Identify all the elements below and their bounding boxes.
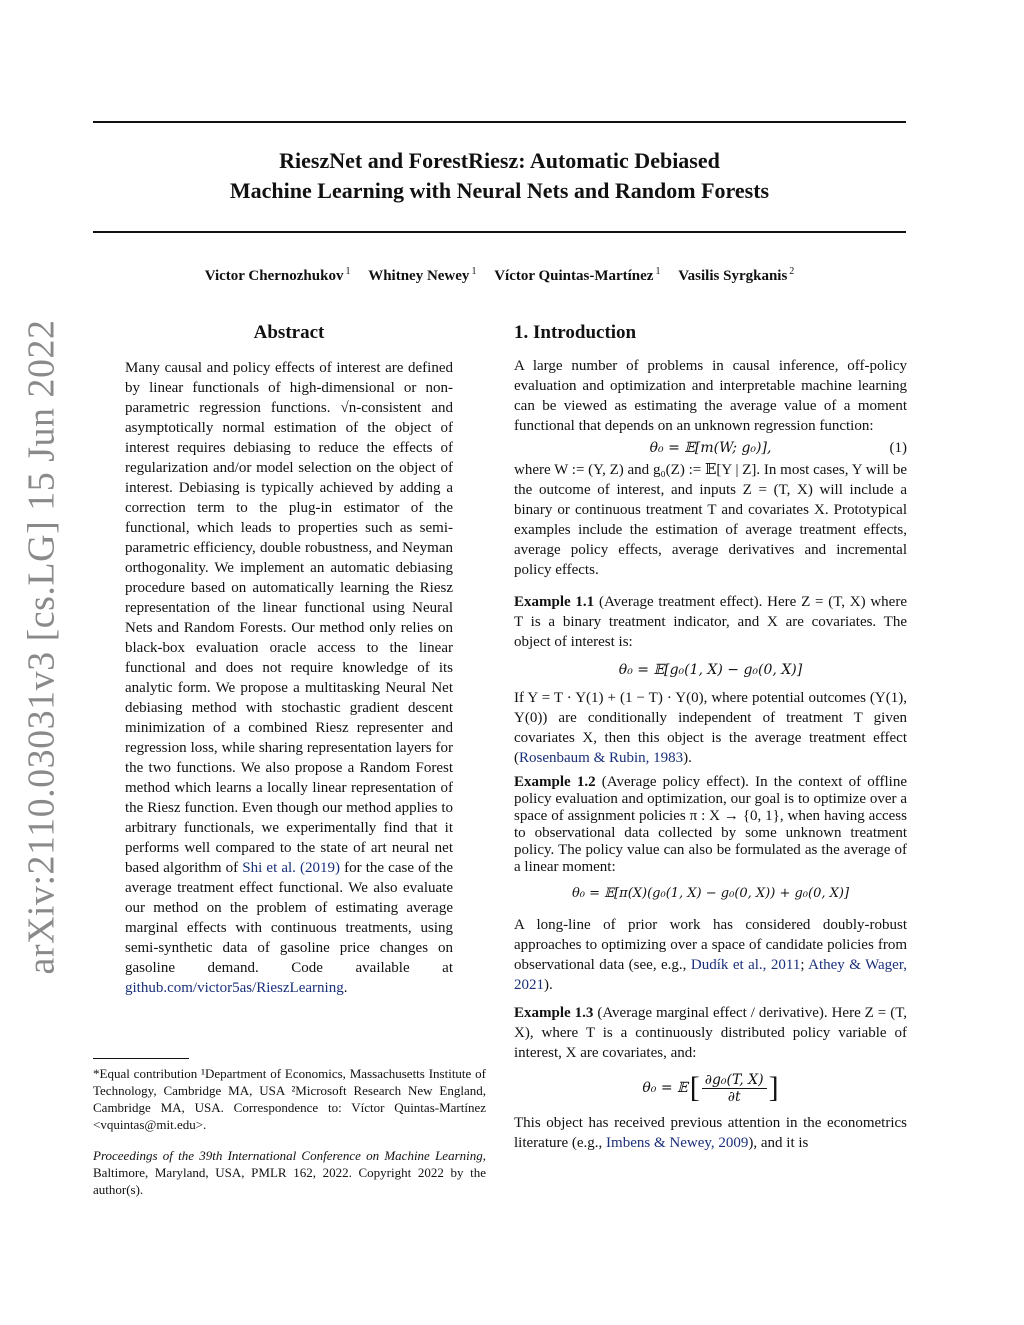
cite-dudik[interactable]: Dudík et al., 2011 <box>690 957 801 973</box>
cite-imbens[interactable]: Imbens & Newey, 2009 <box>606 1135 749 1151</box>
intro-paragraph-4: A long-line of prior work has considered doubly-robust approaches to optimizing over a space of candidate policies from observational data (see, e.g., Dudík et al., 2011; Athey & Wager, 2021). <box>514 917 907 993</box>
footnote-rule <box>93 1058 189 1059</box>
cite-shi-year[interactable]: (2019) <box>300 860 341 876</box>
right-column <box>514 320 907 1153</box>
author-2: Whitney Newey $^1$ <box>368 266 477 284</box>
author-4: Vasilis Syrgkanis $^2$ <box>678 266 795 284</box>
paper-title <box>93 146 906 206</box>
example-1-2: Example 1.2 (Average policy effect). In the context of offline policy evaluation and optimization, our goal is to optimize over a space of assignment policies π : X → {0, 1}, when having access to observational data collected by some unknown treatment policy. The policy value can also be formulated as the average of a linear moment: <box>514 774 908 875</box>
code-link[interactable]: github.com/victor5as/RieszLearning <box>125 980 344 996</box>
intro-paragraph-1: A large number of problems in causal inference, off-policy evaluation and optimization and interpretable machine learning can be viewed as estimating the average value of a moment functional that depends on an unknown regression function: <box>514 358 907 434</box>
arxiv-stamp-text: arXiv:2110.03031v3 [cs.LG] 15 Jun 2022 <box>21 319 64 975</box>
equation-3: θ₀ = 𝔼[π(X)(g₀(1, X) − g₀(0, X)) + g₀(0, X)] <box>571 886 850 901</box>
footnotes <box>93 1058 486 1198</box>
proceedings-note: Proceedings of the 39th International Conference on Machine Learning, Baltimore, Maryland, USA, PMLR 162, 2022. Copyright 2022 by the author(s). <box>93 1148 486 1197</box>
equation-1: θ₀ = 𝔼[m(W; g₀)], (1) <box>649 439 907 456</box>
abstract-text: Many causal and policy effects of interest are defined by linear functionals of high-dimensional or non-parametric regression functions. √n-consistent and asymptotically normal estimation of the object of interest requires debiasing to reduce the effects of regularization and/or model selection on the object of interest. Debiasing is typically achieved by adding a correction term to the plug-in estimator of the functional, which leads to properties such as semi-parametric efficiency, double robustness, and Neyman orthogonality. We implement an automatic debiasing procedure based on automatically learning the Riesz representation of the linear functional using Neural Nets and Random Forests. Our method only relies on black-box evaluation oracle access to the linear functional and does not require knowledge of its analytic form. We propose a multitasking Neural Net debiasing method with stochastic gradient descent minimization of a combined Riesz representer and regression loss, while sharing representation layers for the two functions. We also propose a Random Forest method which learns a locally linear representation of the Riesz function. Even though our method applies to arbitrary functionals, we experimentally find that it performs well compared to the state of art neural net based algorithm of Shi et al. (2019) for the case of the average treatment effect functional. We also evaluate our method on the problem of estimating average marginal effects with continuous treatments, using semi-synthetic data of gasoline price changes on gasoline demand. Code available at github.com/victor5as/RieszLearning. <box>125 360 454 996</box>
intro-paragraph-3: If Y = T · Y(1) + (1 − T) · Y(0), where potential outcomes (Y(1), Y(0)) are conditionally independent of treatment T given covariates X, then this object is the average treatment effect (Rosenbaum & Rubin, 1983). <box>514 690 907 766</box>
intro-paragraph-2: where W := (Y, Z) and g₀(Z) := 𝔼[Y | Z]. In most cases, Y will be the outcome of interest, and inputs Z = (T, X) will include a binary or continuous treatment T and covariates X. Prototypical examples include the estimation of average treatment effects, average policy effects, average derivatives and incremental policy effects. <box>514 462 907 578</box>
footnote-affiliations: *Equal contribution ¹Department of Economics, Massachusetts Institute of Technology, Cambridge MA, USA ²Microsoft Research New England, Cambridge MA, USA. Correspondence to: Víctor Quintas-Martínez <vquintas@mit.edu>. <box>93 1066 486 1132</box>
cite-athey[interactable]: Athey & Wager, 2021 <box>514 957 907 993</box>
intro-paragraph-5: This object has received previous attention in the econometrics literature (e.g., Imbens & Newey, 2009), and it is <box>514 1115 907 1151</box>
abstract-heading: Abstract <box>253 322 325 343</box>
example-1-3: Example 1.3 (Average marginal effect / derivative). Here Z = (T, X), where T is a continuously distributed policy variable of interest, X are covariates, and: <box>514 1005 908 1061</box>
cite-shi[interactable]: Shi et al. <box>242 860 296 876</box>
left-column <box>125 320 453 998</box>
equation-2: θ₀ = 𝔼[g₀(1, X) − g₀(0, X)] <box>618 662 803 678</box>
title-bottom-rule <box>93 231 906 233</box>
author-3: Víctor Quintas-Martínez $^1$ <box>494 266 661 284</box>
example-1-1: Example 1.1 (Average treatment effect). Here Z = (T, X) where T is a binary treatment indicator, and X are covariates. The object of interest is: <box>514 594 907 650</box>
title-line-1: RieszNet and ForestRiesz: Automatic Debiased <box>279 148 720 173</box>
intro-heading: 1. Introduction <box>514 322 637 343</box>
cite-rosenbaum[interactable]: Rosenbaum & Rubin, 1983 <box>519 750 684 766</box>
author-1: Victor Chernozhukov $^1$ <box>204 266 351 284</box>
top-rule <box>93 121 906 123</box>
eq4-numerator: ∂g₀(T, X) <box>702 1072 767 1089</box>
eq4-denominator: ∂t <box>727 1088 741 1105</box>
author-list <box>93 266 906 285</box>
arxiv-stamp <box>14 319 70 975</box>
equation-4: θ₀ = 𝔼 [ $\frac{\text{∂g₀(T, X)}}{\partial t}$ ] <box>642 1071 779 1105</box>
title-line-2: Machine Learning with Neural Nets and Random Forests <box>229 178 770 203</box>
equation-1-number: (1) <box>889 439 907 456</box>
